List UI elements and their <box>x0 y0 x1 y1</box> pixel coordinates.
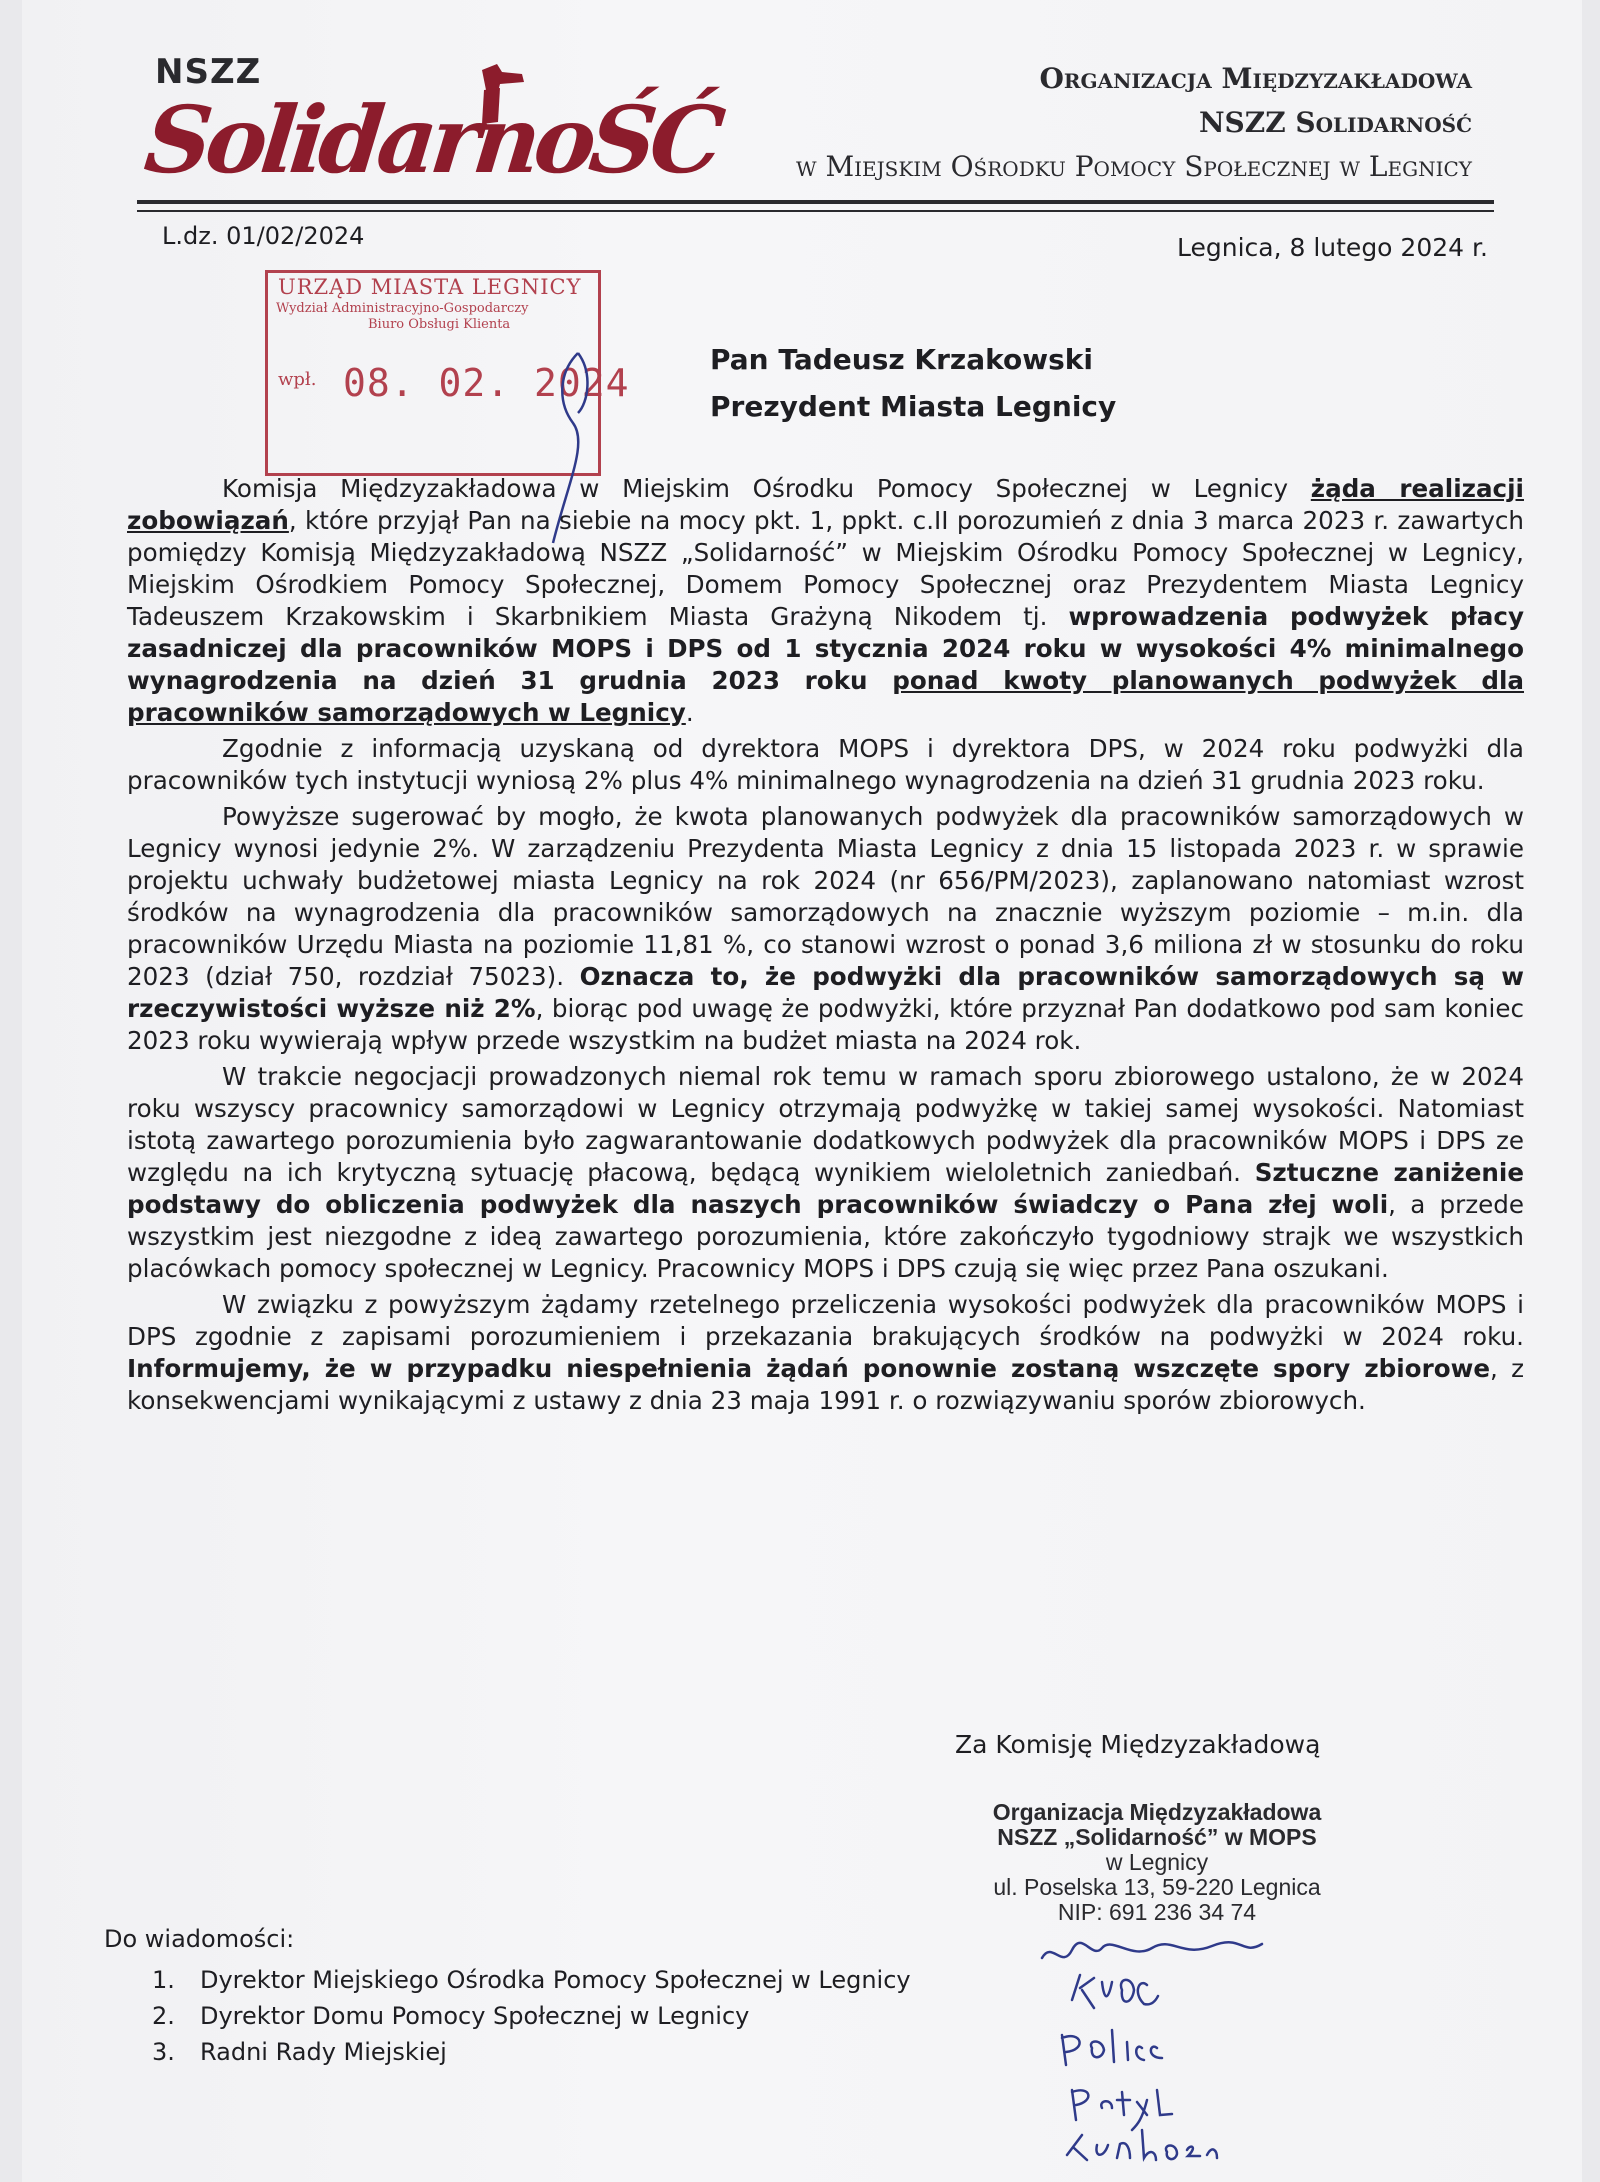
p3-bold: Oznacza to, że podwyżki dla pracowników samorządowych są w rzeczywistości wyższe niż 2% <box>127 962 1524 1023</box>
organization-seal <box>972 1800 1342 1925</box>
cc-text: Radni Rady Miejskiej <box>200 2038 447 2066</box>
list-item <box>152 1998 911 2034</box>
cc-heading: Do wiadomości: <box>104 1925 295 1953</box>
seal-line1: Organizacja Międzyzakładowa <box>992 1799 1322 1825</box>
list-item <box>152 2034 911 2070</box>
cc-list <box>152 1962 911 2070</box>
seal-line2: NSZZ „Solidarność” w MOPS <box>997 1824 1317 1850</box>
svg-text:SolidarnoŚĆ: SolidarnoŚĆ <box>140 85 724 194</box>
p4-text-a: W trakcie negocjacji prowadzonych niemal rok temu w ramach sporu zbiorowego ustalono, że w 2024 roku wszyscy pracownicy samorządowi w Legnicy otrzymają podwyżkę w takiej samej wysokości. Natomiast istotą zawartego porozumienia było zagwarantowanie dodatkowych podwyżek dla pracowników MOPS i DPS ze względu na ich krytyczną sytuację płacową, będącą wynikiem wieloletnich zaniedbań. <box>127 1062 1524 1187</box>
letter-page <box>22 0 1582 2182</box>
stamp-line3: Biuro Obsługi Klienta <box>368 317 511 332</box>
header-rule-thin <box>137 210 1494 212</box>
stamp-date: 08. 02. 2024 <box>343 361 630 405</box>
cc-text: Dyrektor Miejskiego Ośrodka Pomocy Społecznej w Legnicy <box>200 1966 911 1994</box>
p3-text-c: , biorąc pod uwagę że podwyżki, które przyznał Pan dodatkowo pod sam koniec 2023 roku wywierają wpływ przede wszystkim na budżet miasta na 2024 rok. <box>127 994 1524 1055</box>
cc-num: 2. <box>152 2002 175 2030</box>
handwritten-signatures <box>1032 1930 1292 2180</box>
seal-line4: ul. Poselska 13, 59-220 Legnica <box>993 1874 1321 1900</box>
stamp-line2: Wydział Administracyjno-Gospodarczy <box>276 301 529 316</box>
p4-bold: Sztuczne zaniżenie podstawy do obliczenia podwyżek dla naszych pracowników świadczy o Pana złej woli <box>127 1158 1524 1219</box>
place-date: Legnica, 8 lutego 2024 r. <box>1177 233 1488 262</box>
seal-line5: NIP: 691 236 34 74 <box>1057 1899 1257 1925</box>
p1-end: . <box>685 698 694 727</box>
paragraph-4 <box>127 1061 1524 1285</box>
header-rule <box>137 200 1494 204</box>
p1-text-c: , które przyjął Pan na siebie na mocy pkt. 1, ppkt. c.II porozumień z dnia 3 marca 2023 r. zawartych pomiędzy Komisją Międzyzakładową NSZZ „Solidarność” w Miejskim Ośrodku Pomocy Społecznej w Legnicy, Miejskim Ośrodkiem Pomocy Społecznej, Domem Pomocy Społecznej oraz Prezydentem Miasta Legnicy Tadeuszem Krzakowskim i Skarbnikiem Miasta Grażyną Nikodem tj. <box>127 506 1524 631</box>
stamp-line1: URZĄD MIASTA LEGNICY <box>278 275 582 299</box>
org-name-line1: Organizacja Międzyzakładowa <box>1039 62 1472 95</box>
receipt-stamp <box>265 270 630 476</box>
p1-bold-underline: ponad kwoty planowanych podwyżek dla pracowników samorządowych w Legnicy <box>127 666 1524 727</box>
solidarnosc-logo <box>140 62 724 194</box>
paragraph-2: Zgodnie z informacją uzyskaną od dyrektora MOPS i dyrektora DPS, w 2024 roku podwyżki dla pracowników tych instytucji wyniosą 2% plus 4% minimalnego wynagrodzenia na dzień 31 grudnia 2023 roku. <box>127 734 1524 795</box>
p5-bold: Informujemy, że w przypadku niespełnienia żądań ponownie zostaną wszczęte spory zbiorowe <box>127 1354 1490 1383</box>
closing-for-commission: Za Komisję Międzyzakładową <box>955 1730 1321 1759</box>
reference-number: L.dz. 01/02/2024 <box>162 222 365 250</box>
cc-num: 3. <box>152 2038 175 2066</box>
p3-text-a: Powyższe sugerować by mogło, że kwota planowanych podwyżek dla pracowników samorządowych w Legnicy wynosi jedynie 2%. W zarządzeniu Prezydenta Miasta Legnicy z dnia 15 listopada 2023 r. w sprawie projektu uchwały budżetowej miasta Legnicy na rok 2024 (nr 656/PM/2023), zaplanowano natomiast wzrost środków na wynagrodzenia dla pracowników samorządowych na znacznie wyższym poziomie – m.in. dla pracowników Urzędu Miasta na poziomie 11,81 %, co stanowi wzrost o ponad 3,6 miliona zł w stosunku do roku 2023 (dział 750, rozdział 75023). <box>127 802 1524 991</box>
p5-text-a: W związku z powyższym żądamy rzetelnego przeliczenia wysokości podwyżek dla pracowników MOPS i DPS zgodnie z zapisami porozumieniem i przekazania brakujących środków na podwyżki w 2024 roku. <box>127 1290 1524 1351</box>
list-item <box>152 1962 911 1998</box>
cc-text: Dyrektor Domu Pomocy Społecznej w Legnicy <box>200 2002 750 2030</box>
org-name-line2: NSZZ Solidarność <box>1198 106 1472 139</box>
p4-text-c: , a przede wszystkim jest niezgodne z ideą zawartego porozumienia, które zakończyło tygodniowy strajk we wszystkich placówkach pomocy społecznej w Legnicy. Pracownicy MOPS i DPS czują się więc przez Pana oszukani. <box>127 1190 1524 1283</box>
p1-demand: żąda realizacji zobowiązań <box>127 474 1524 535</box>
cc-num: 1. <box>152 1966 175 1994</box>
paragraph-3 <box>127 801 1524 1057</box>
seal-line3: w Legnicy <box>1105 1849 1209 1875</box>
letter-body <box>127 473 1524 1421</box>
addressee-title: Prezydent Miasta Legnicy <box>710 390 1117 423</box>
logo-nszz-text: NSZZ <box>155 52 262 92</box>
paragraph-5 <box>127 1289 1524 1417</box>
p1-text-a: Komisja Międzyzakładowa w Miejskim Ośrodku Pomocy Społecznej w Legnicy <box>222 474 1311 503</box>
addressee-name: Pan Tadeusz Krzakowski <box>710 343 1093 376</box>
stamp-label: wpł. <box>278 369 317 390</box>
p5-text-c: , z konsekwencjami wynikającymi z ustawy z dnia 23 maja 1991 r. o rozwiązywaniu sporów zbiorowych. <box>127 1354 1524 1415</box>
org-name-line3: w Miejskim Ośrodku Pomocy Społecznej w Legnicy <box>796 150 1472 183</box>
p1-bold: wprowadzenia podwyżek płacy zasadniczej dla pracowników MOPS i DPS od 1 stycznia 2024 roku w wysokości 4% minimalnego wynagrodzenia na dzień 31 grudnia 2023 roku <box>127 602 1524 695</box>
paragraph-1 <box>127 473 1524 729</box>
